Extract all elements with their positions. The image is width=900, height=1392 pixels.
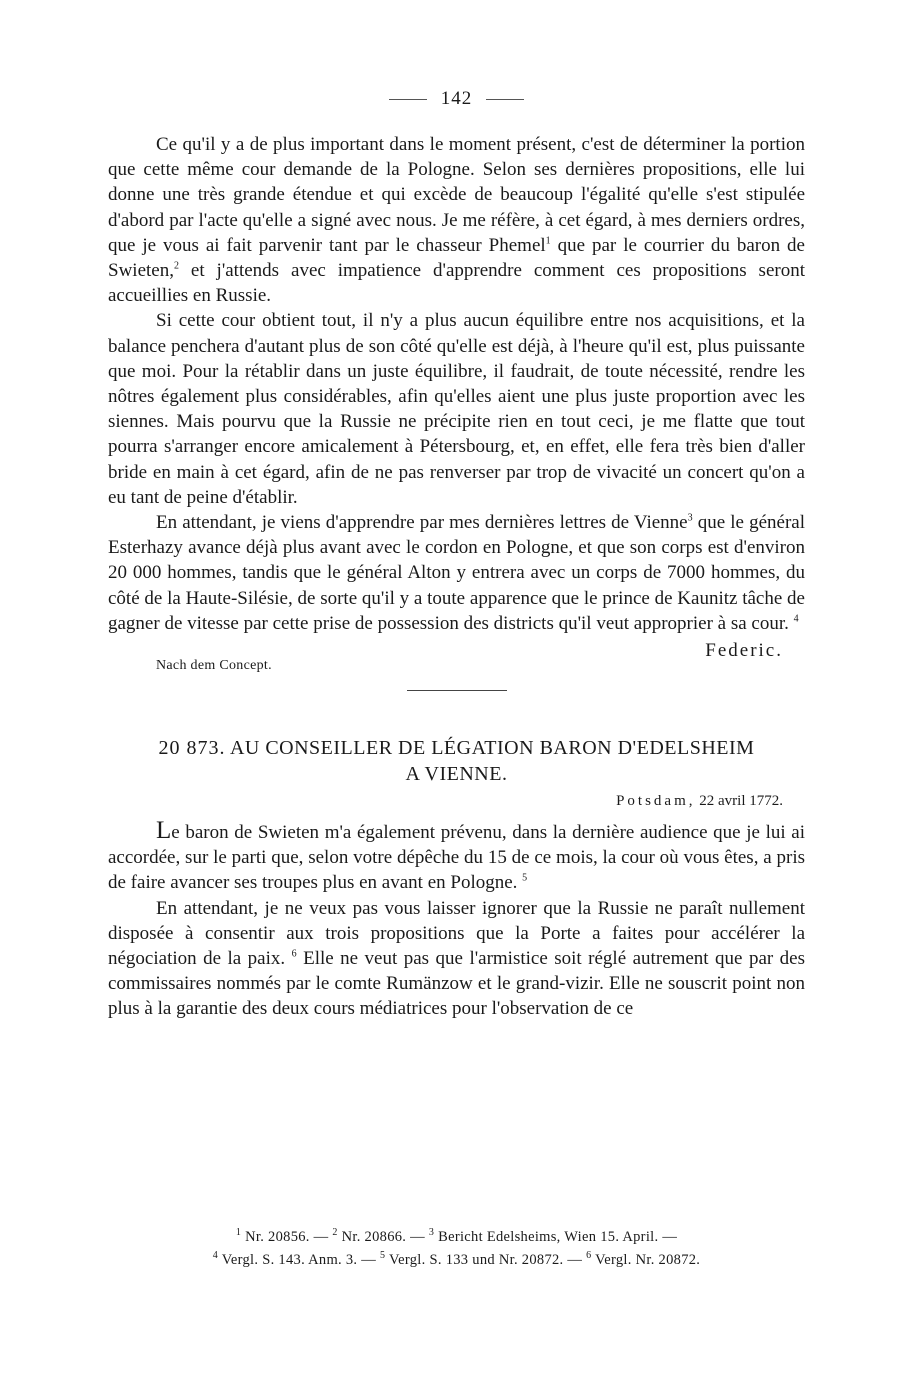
closing bbox=[108, 636, 805, 682]
paragraph: En attendant, je ne veux pas vous laisser ignorer que la Russie ne paraît nullement disposée à consentir aux trois propositions que la Porte a faites pour accélérer la négociation de la paix. $^6$ Elle ne veut pas que l'armistice soit réglé autrement que par des commissaires nommés par le comte Rumänzow et le grand-vizir. Elle ne souscrit point non plus à la garantie des deux cours médiatrices pour l'observation de ce bbox=[108, 897, 805, 1020]
paragraph: En attendant, je viens d'apprendre par mes dernières lettres de Vienne$^3$ que le général Esterhazy avance déjà plus avant avec le cordon en Pologne, et que son corps est d'environ 20 000 hommes, tandis que le général Alton y entrera avec un corps de 7000 hommes, du côté de la Haute-Silésie, de sorte qu'il y a toute apparence que le prince de Kaunitz tâche de gagner de vitesse par cette prise de possession des districts qu'il veut approprier à sa cour. $^4$ bbox=[108, 512, 805, 634]
body-text bbox=[108, 132, 805, 1022]
place: Potsdam, bbox=[616, 793, 696, 810]
title-line-1: AU CONSEILLER DE LÉGATION BARON D'EDELSHEIM bbox=[229, 737, 755, 760]
footnote-ref: 6 bbox=[291, 948, 297, 960]
paragraph: Ce qu'il y a de plus important dans le moment présent, c'est de déterminer la portion que cette même cour demande de la Pologne. Selon ses dernières propositions, elle lui donne une très grande étendue et qui excède de beaucoup l'égalité qu'elle s'est stipulée d'abord par l'acte qu'elle a signé avec nous. Je me réfère, à cet égard, à mes derniers ordres, que je vous ai fait parvenir tant par le chasseur Phemel$^1$ que par le courrier du baron de Swieten,$^2$ et j'attends avec impatience d'apprendre comment ces propositions seront accueillies en Russie. bbox=[108, 134, 805, 307]
footnote-ref: 2 bbox=[173, 260, 179, 272]
document-page bbox=[108, 0, 805, 1392]
section-divider bbox=[407, 690, 507, 691]
header-rule-right bbox=[486, 99, 524, 100]
place-date bbox=[108, 793, 805, 810]
page-header bbox=[108, 88, 805, 110]
page-number: 142 bbox=[440, 88, 473, 109]
date: 22 avril 1772. bbox=[699, 793, 783, 810]
footnotes bbox=[108, 1226, 805, 1272]
header-rule-left bbox=[389, 99, 427, 100]
footnote-ref: 4 bbox=[793, 613, 799, 625]
footnote-ref: 3 bbox=[687, 512, 693, 524]
footnote-ref: 1 bbox=[545, 235, 551, 247]
paragraph: Le baron de Swieten m'a également prévenu, dans la dernière audience que je lui ai accordée, sur le parti que, selon votre dépêche du 15 de ce mois, la cour où vous êtes, a pris de faire avancer ses troupes plus en avant en Pologne. $^5$ bbox=[108, 817, 805, 894]
source-note: Nach dem Concept. bbox=[156, 658, 272, 674]
document-number: 20 873. bbox=[158, 737, 226, 760]
signature: Federic. bbox=[705, 640, 783, 662]
footnote-line: $^1$ Nr. 20856. — $^2$ Nr. 20866. — $^3$ Bericht Edelsheims, Wien 15. April. — bbox=[235, 1227, 678, 1245]
paragraph: Si cette cour obtient tout, il n'y a plus aucun équilibre entre nos acquisitions, et la balance penchera d'autant plus de son côté qu'elle est déjà, à l'heure qu'il est, plus puissante que moi. Pour la rétablir dans un juste équilibre, il faudrait, de toute nécessité, rendre les nôtres également plus considérables, afin qu'elles aient une plus juste proportion avec les siennes. Mais pourvu que la Russie ne précipite rien en tout ceci, je me flatte que tout pourra s'arranger encore amicalement à Pétersbourg, et, en effet, elle fera très bien d'aller bride en main à cet égard, afin de ne pas renverser par trop de vivacité un concert qu'on a eu tant de peine d'établir. bbox=[108, 310, 805, 508]
document-title bbox=[108, 735, 805, 787]
footnote-ref: 5 bbox=[522, 873, 528, 885]
footnote-line: $^4$ Vergl. S. 143. Anm. 3. — $^5$ Vergl. S. 133 und Nr. 20872. — $^6$ Vergl. Nr. 20872. bbox=[212, 1250, 701, 1268]
title-line-2: A VIENNE. bbox=[405, 763, 508, 786]
